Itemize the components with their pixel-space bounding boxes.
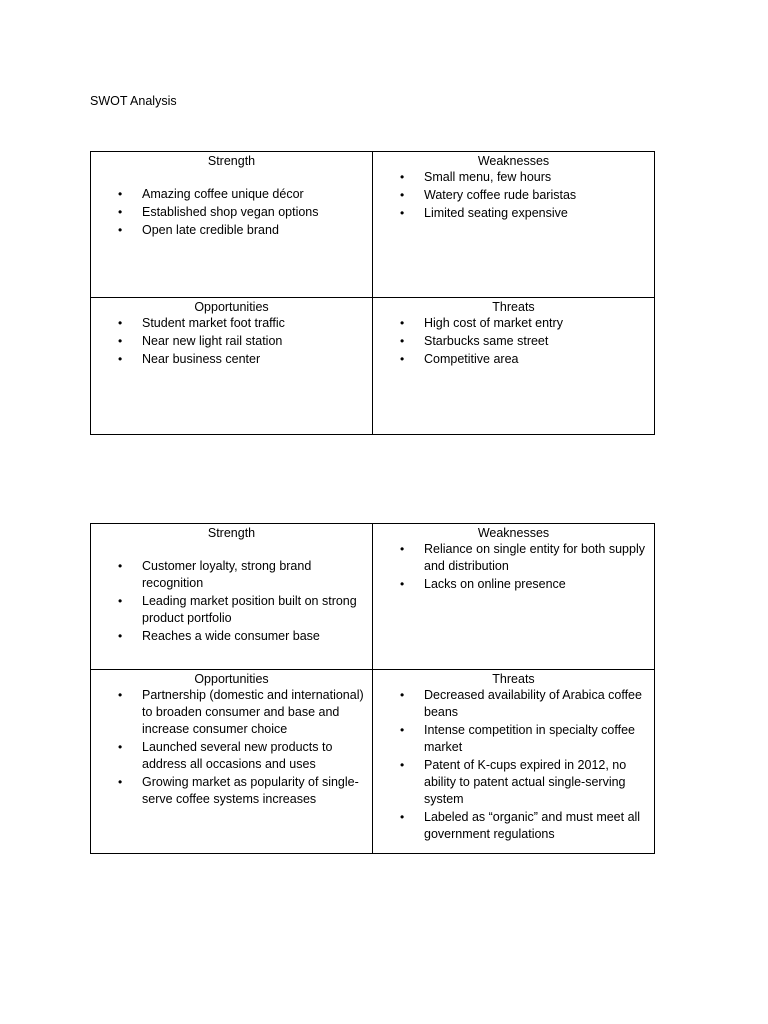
item-text: Customer loyalty, strong brand recognition — [142, 559, 312, 590]
list-item — [373, 576, 654, 593]
item-text: Launched several new products to address all occasions and uses — [142, 740, 333, 771]
item-text: Decreased availability of Arabica coffee beans — [424, 688, 642, 719]
list-item — [91, 204, 372, 221]
bullet-icon: • — [400, 352, 405, 366]
list-item — [91, 739, 372, 773]
weaknesses-heading: Weaknesses — [477, 154, 550, 168]
bullet-icon: • — [400, 723, 405, 737]
item-text: Watery coffee rude baristas — [424, 188, 577, 202]
item-text: Limited seating expensive — [424, 206, 568, 220]
swot-row — [91, 298, 655, 435]
list-item — [373, 205, 654, 222]
item-text: Amazing coffee unique décor — [142, 187, 304, 201]
strength-cell — [91, 152, 373, 298]
opportunities-heading: Opportunities — [194, 672, 269, 686]
item-text: Starbucks same street — [424, 334, 549, 348]
item-text: Near business center — [142, 352, 261, 366]
list-item — [91, 333, 372, 350]
document-title: SWOT Analysis — [90, 94, 177, 108]
swot-row — [91, 524, 655, 670]
list-item — [373, 687, 654, 721]
list-item — [91, 628, 372, 645]
item-text: Intense competition in specialty coffee market — [424, 723, 636, 754]
item-text: Patent of K-cups expired in 2012, no ability to patent actual single-serving system — [424, 758, 627, 806]
list-item — [91, 315, 372, 332]
list-item — [91, 351, 372, 368]
opportunities-cell — [91, 298, 373, 435]
threats-cell — [373, 298, 655, 435]
bullet-icon: • — [400, 206, 405, 220]
weaknesses-list — [373, 169, 654, 222]
bullet-icon: • — [400, 810, 405, 824]
list-item — [373, 351, 654, 368]
strength-heading: Strength — [207, 154, 256, 168]
bullet-icon: • — [118, 352, 123, 366]
item-text: Leading market position built on strong product portfolio — [142, 594, 357, 625]
item-text: Growing market as popularity of single-serve coffee systems increases — [142, 775, 359, 806]
list-item — [373, 333, 654, 350]
bullet-icon: • — [400, 577, 405, 591]
bullet-icon: • — [118, 629, 123, 643]
bullet-icon: • — [400, 688, 405, 702]
item-text: Competitive area — [424, 352, 519, 366]
threats-list — [373, 315, 654, 368]
opportunities-cell — [91, 670, 373, 854]
item-text: Reaches a wide consumer base — [142, 629, 320, 643]
list-item — [91, 687, 372, 738]
strength-list — [91, 558, 372, 645]
bullet-icon: • — [118, 316, 123, 330]
bullet-icon: • — [118, 740, 123, 754]
opportunities-list — [91, 315, 372, 368]
weaknesses-cell — [373, 524, 655, 670]
weaknesses-heading: Weaknesses — [477, 526, 550, 540]
bullet-icon: • — [400, 316, 405, 330]
strength-cell — [91, 524, 373, 670]
list-item — [91, 186, 372, 203]
item-text: Lacks on online presence — [424, 577, 566, 591]
list-item — [373, 722, 654, 756]
list-item — [373, 757, 654, 808]
list-item — [91, 222, 372, 239]
swot-table-2 — [90, 523, 655, 854]
threats-heading: Threats — [492, 672, 535, 686]
item-text: Near new light rail station — [142, 334, 283, 348]
item-text: Small menu, few hours — [424, 170, 552, 184]
bullet-icon: • — [400, 170, 405, 184]
swot-row — [91, 670, 655, 854]
item-text: Partnership (domestic and international) to broaden consumer and base and increase consumer choice — [142, 688, 364, 736]
bullet-icon: • — [118, 559, 123, 573]
bullet-icon: • — [400, 188, 405, 202]
item-text: Open late credible brand — [142, 223, 279, 237]
threats-heading: Threats — [492, 300, 535, 314]
item-text: Labeled as “organic” and must meet all government regulations — [424, 810, 641, 841]
bullet-icon: • — [118, 205, 123, 219]
list-item — [91, 558, 372, 592]
list-item — [373, 187, 654, 204]
opportunities-heading: Opportunities — [194, 300, 269, 314]
bullet-icon: • — [118, 688, 123, 702]
item-text: Student market foot traffic — [142, 316, 285, 330]
strength-list — [91, 186, 372, 239]
swot-table-1 — [90, 151, 655, 435]
bullet-icon: • — [400, 758, 405, 772]
list-item — [373, 169, 654, 186]
list-item — [373, 315, 654, 332]
opportunities-list — [91, 687, 372, 808]
strength-heading: Strength — [207, 526, 256, 540]
threats-cell — [373, 670, 655, 854]
item-text: Reliance on single entity for both supply and distribution — [424, 542, 645, 573]
list-item — [373, 541, 654, 575]
bullet-icon: • — [118, 334, 123, 348]
bullet-icon: • — [400, 334, 405, 348]
weaknesses-list — [373, 541, 654, 593]
bullet-icon: • — [118, 594, 123, 608]
list-item — [91, 774, 372, 808]
weaknesses-cell — [373, 152, 655, 298]
item-text: Established shop vegan options — [142, 205, 319, 219]
swot-row — [91, 152, 655, 298]
bullet-icon: • — [400, 542, 405, 556]
bullet-icon: • — [118, 223, 123, 237]
bullet-icon: • — [118, 775, 123, 789]
bullet-icon: • — [118, 187, 123, 201]
threats-list — [373, 687, 654, 843]
item-text: High cost of market entry — [424, 316, 563, 330]
list-item — [91, 593, 372, 627]
list-item — [373, 809, 654, 843]
